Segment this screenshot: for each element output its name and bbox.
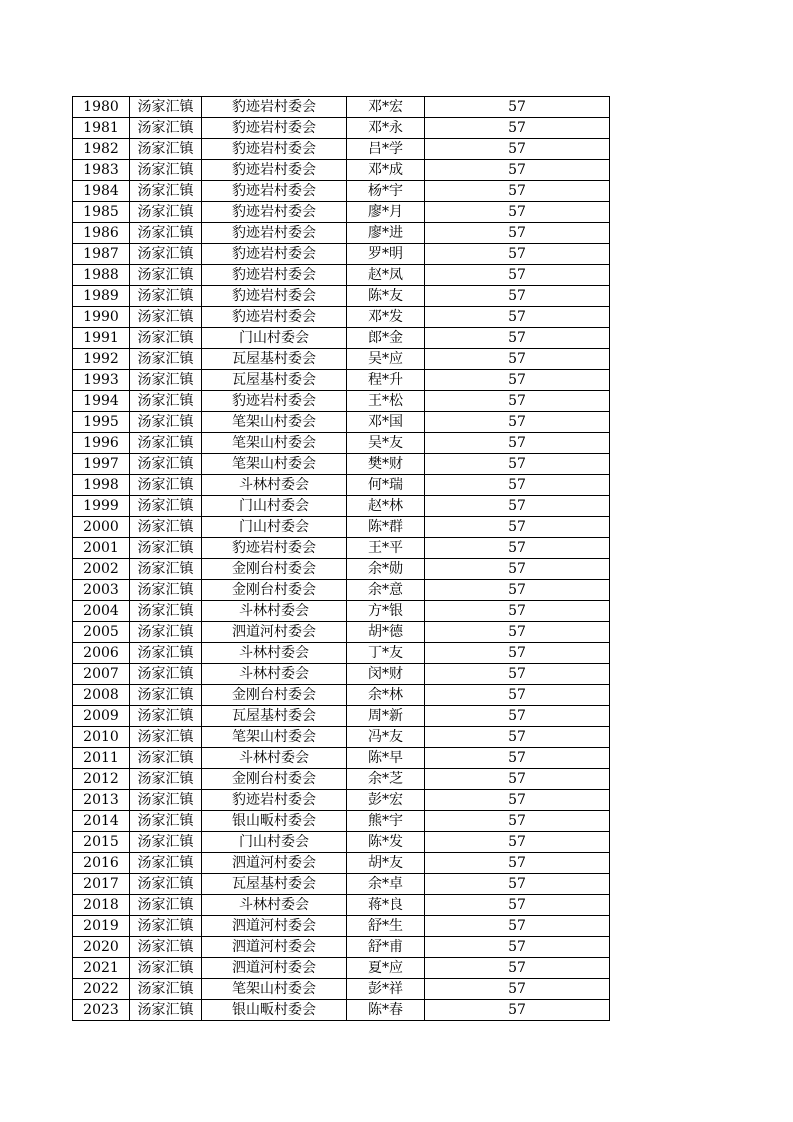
- row-number-cell: 1985: [73, 202, 130, 223]
- row-number-cell: 1983: [73, 160, 130, 181]
- person-name-cell: 杨*宇: [347, 181, 425, 202]
- row-number-cell: 2007: [73, 664, 130, 685]
- person-name-cell: 余*意: [347, 580, 425, 601]
- row-number-cell: 1997: [73, 454, 130, 475]
- row-number-cell: 1995: [73, 412, 130, 433]
- town-cell: 汤家汇镇: [130, 958, 202, 979]
- row-number-cell: 1981: [73, 118, 130, 139]
- person-name-cell: 吴*友: [347, 433, 425, 454]
- row-number-cell: 2006: [73, 643, 130, 664]
- table-row: [73, 412, 610, 433]
- town-cell: 汤家汇镇: [130, 475, 202, 496]
- village-committee-cell: 豹迹岩村委会: [202, 160, 347, 181]
- table-row: [73, 202, 610, 223]
- person-name-cell: 邓*成: [347, 160, 425, 181]
- village-committee-cell: 斗林村委会: [202, 664, 347, 685]
- village-committee-cell: 斗林村委会: [202, 475, 347, 496]
- person-name-cell: 陈*群: [347, 517, 425, 538]
- row-number-cell: 1998: [73, 475, 130, 496]
- table-row: [73, 118, 610, 139]
- town-cell: 汤家汇镇: [130, 895, 202, 916]
- table-row: [73, 328, 610, 349]
- village-committee-cell: 门山村委会: [202, 517, 347, 538]
- town-cell: 汤家汇镇: [130, 979, 202, 1000]
- table-row: [73, 853, 610, 874]
- table-row: [73, 370, 610, 391]
- village-committee-cell: 金刚台村委会: [202, 685, 347, 706]
- table-row: [73, 1000, 610, 1021]
- row-number-cell: 1982: [73, 139, 130, 160]
- village-committee-cell: 金刚台村委会: [202, 769, 347, 790]
- table-row: [73, 622, 610, 643]
- village-committee-cell: 豹迹岩村委会: [202, 118, 347, 139]
- town-cell: 汤家汇镇: [130, 727, 202, 748]
- person-name-cell: 陈*发: [347, 832, 425, 853]
- table-row: [73, 433, 610, 454]
- town-cell: 汤家汇镇: [130, 601, 202, 622]
- person-name-cell: 樊*财: [347, 454, 425, 475]
- village-committee-cell: 泗道河村委会: [202, 916, 347, 937]
- amount-cell: 57: [425, 538, 610, 559]
- town-cell: 汤家汇镇: [130, 832, 202, 853]
- table-row: [73, 748, 610, 769]
- town-cell: 汤家汇镇: [130, 370, 202, 391]
- village-committee-cell: 瓦屋基村委会: [202, 874, 347, 895]
- town-cell: 汤家汇镇: [130, 496, 202, 517]
- amount-cell: 57: [425, 118, 610, 139]
- row-number-cell: 1989: [73, 286, 130, 307]
- town-cell: 汤家汇镇: [130, 937, 202, 958]
- amount-cell: 57: [425, 307, 610, 328]
- amount-cell: 57: [425, 832, 610, 853]
- table-row: [73, 874, 610, 895]
- amount-cell: 57: [425, 412, 610, 433]
- town-cell: 汤家汇镇: [130, 139, 202, 160]
- row-number-cell: 2013: [73, 790, 130, 811]
- person-name-cell: 郎*金: [347, 328, 425, 349]
- row-number-cell: 1993: [73, 370, 130, 391]
- table-row: [73, 895, 610, 916]
- town-cell: 汤家汇镇: [130, 412, 202, 433]
- amount-cell: 57: [425, 748, 610, 769]
- village-committee-cell: 泗道河村委会: [202, 853, 347, 874]
- table-row: [73, 664, 610, 685]
- village-committee-cell: 金刚台村委会: [202, 559, 347, 580]
- person-name-cell: 吴*应: [347, 349, 425, 370]
- roster-table: [72, 96, 610, 1021]
- table-row: [73, 181, 610, 202]
- person-name-cell: 熊*宇: [347, 811, 425, 832]
- amount-cell: 57: [425, 265, 610, 286]
- person-name-cell: 王*平: [347, 538, 425, 559]
- row-number-cell: 2014: [73, 811, 130, 832]
- table-row: [73, 706, 610, 727]
- person-name-cell: 王*松: [347, 391, 425, 412]
- town-cell: 汤家汇镇: [130, 685, 202, 706]
- amount-cell: 57: [425, 475, 610, 496]
- row-number-cell: 1994: [73, 391, 130, 412]
- table-row: [73, 979, 610, 1000]
- village-committee-cell: 笔架山村委会: [202, 412, 347, 433]
- village-committee-cell: 豹迹岩村委会: [202, 139, 347, 160]
- row-number-cell: 2022: [73, 979, 130, 1000]
- person-name-cell: 邓*国: [347, 412, 425, 433]
- person-name-cell: 舒*甫: [347, 937, 425, 958]
- amount-cell: 57: [425, 433, 610, 454]
- village-committee-cell: 门山村委会: [202, 328, 347, 349]
- town-cell: 汤家汇镇: [130, 874, 202, 895]
- amount-cell: 57: [425, 349, 610, 370]
- village-committee-cell: 豹迹岩村委会: [202, 391, 347, 412]
- amount-cell: 57: [425, 223, 610, 244]
- person-name-cell: 夏*应: [347, 958, 425, 979]
- village-committee-cell: 泗道河村委会: [202, 622, 347, 643]
- village-committee-cell: 银山畈村委会: [202, 811, 347, 832]
- village-committee-cell: 泗道河村委会: [202, 937, 347, 958]
- town-cell: 汤家汇镇: [130, 769, 202, 790]
- person-name-cell: 罗*明: [347, 244, 425, 265]
- town-cell: 汤家汇镇: [130, 265, 202, 286]
- row-number-cell: 2011: [73, 748, 130, 769]
- row-number-cell: 2003: [73, 580, 130, 601]
- row-number-cell: 2005: [73, 622, 130, 643]
- village-committee-cell: 豹迹岩村委会: [202, 307, 347, 328]
- town-cell: 汤家汇镇: [130, 517, 202, 538]
- amount-cell: 57: [425, 874, 610, 895]
- amount-cell: 57: [425, 181, 610, 202]
- row-number-cell: 2020: [73, 937, 130, 958]
- amount-cell: 57: [425, 160, 610, 181]
- table-row: [73, 349, 610, 370]
- row-number-cell: 1984: [73, 181, 130, 202]
- person-name-cell: 彭*祥: [347, 979, 425, 1000]
- table-row: [73, 139, 610, 160]
- town-cell: 汤家汇镇: [130, 286, 202, 307]
- person-name-cell: 方*银: [347, 601, 425, 622]
- town-cell: 汤家汇镇: [130, 664, 202, 685]
- row-number-cell: 2023: [73, 1000, 130, 1021]
- person-name-cell: 冯*友: [347, 727, 425, 748]
- village-committee-cell: 斗林村委会: [202, 643, 347, 664]
- person-name-cell: 程*升: [347, 370, 425, 391]
- person-name-cell: 舒*生: [347, 916, 425, 937]
- row-number-cell: 2019: [73, 916, 130, 937]
- person-name-cell: 余*林: [347, 685, 425, 706]
- town-cell: 汤家汇镇: [130, 853, 202, 874]
- person-name-cell: 胡*德: [347, 622, 425, 643]
- village-committee-cell: 豹迹岩村委会: [202, 538, 347, 559]
- table-row: [73, 160, 610, 181]
- town-cell: 汤家汇镇: [130, 748, 202, 769]
- person-name-cell: 胡*友: [347, 853, 425, 874]
- amount-cell: 57: [425, 958, 610, 979]
- village-committee-cell: 泗道河村委会: [202, 958, 347, 979]
- amount-cell: 57: [425, 244, 610, 265]
- person-name-cell: 陈*春: [347, 1000, 425, 1021]
- amount-cell: 57: [425, 328, 610, 349]
- person-name-cell: 周*新: [347, 706, 425, 727]
- row-number-cell: 2012: [73, 769, 130, 790]
- amount-cell: 57: [425, 979, 610, 1000]
- village-committee-cell: 豹迹岩村委会: [202, 286, 347, 307]
- village-committee-cell: 豹迹岩村委会: [202, 223, 347, 244]
- town-cell: 汤家汇镇: [130, 790, 202, 811]
- person-name-cell: 闵*财: [347, 664, 425, 685]
- table-row: [73, 538, 610, 559]
- person-name-cell: 邓*永: [347, 118, 425, 139]
- amount-cell: 57: [425, 454, 610, 475]
- table-row: [73, 97, 610, 118]
- amount-cell: 57: [425, 286, 610, 307]
- row-number-cell: 2000: [73, 517, 130, 538]
- person-name-cell: 余*勋: [347, 559, 425, 580]
- table-row: [73, 727, 610, 748]
- amount-cell: 57: [425, 559, 610, 580]
- amount-cell: 57: [425, 727, 610, 748]
- row-number-cell: 1986: [73, 223, 130, 244]
- person-name-cell: 陈*友: [347, 286, 425, 307]
- amount-cell: 57: [425, 811, 610, 832]
- row-number-cell: 2015: [73, 832, 130, 853]
- town-cell: 汤家汇镇: [130, 118, 202, 139]
- village-committee-cell: 笔架山村委会: [202, 979, 347, 1000]
- village-committee-cell: 豹迹岩村委会: [202, 202, 347, 223]
- table-row: [73, 286, 610, 307]
- village-committee-cell: 豹迹岩村委会: [202, 244, 347, 265]
- amount-cell: 57: [425, 1000, 610, 1021]
- table-row: [73, 391, 610, 412]
- table-row: [73, 643, 610, 664]
- amount-cell: 57: [425, 370, 610, 391]
- amount-cell: 57: [425, 202, 610, 223]
- table-row: [73, 559, 610, 580]
- row-number-cell: 2018: [73, 895, 130, 916]
- town-cell: 汤家汇镇: [130, 202, 202, 223]
- table-row: [73, 685, 610, 706]
- town-cell: 汤家汇镇: [130, 391, 202, 412]
- town-cell: 汤家汇镇: [130, 433, 202, 454]
- row-number-cell: 2004: [73, 601, 130, 622]
- table-row: [73, 496, 610, 517]
- row-number-cell: 2010: [73, 727, 130, 748]
- village-committee-cell: 瓦屋基村委会: [202, 370, 347, 391]
- town-cell: 汤家汇镇: [130, 307, 202, 328]
- amount-cell: 57: [425, 139, 610, 160]
- table-row: [73, 223, 610, 244]
- row-number-cell: 2017: [73, 874, 130, 895]
- amount-cell: 57: [425, 706, 610, 727]
- town-cell: 汤家汇镇: [130, 916, 202, 937]
- village-committee-cell: 瓦屋基村委会: [202, 706, 347, 727]
- row-number-cell: 1992: [73, 349, 130, 370]
- row-number-cell: 2001: [73, 538, 130, 559]
- row-number-cell: 2008: [73, 685, 130, 706]
- town-cell: 汤家汇镇: [130, 223, 202, 244]
- table-row: [73, 517, 610, 538]
- person-name-cell: 余*卓: [347, 874, 425, 895]
- table-row: [73, 916, 610, 937]
- town-cell: 汤家汇镇: [130, 1000, 202, 1021]
- row-number-cell: 2021: [73, 958, 130, 979]
- person-name-cell: 赵*林: [347, 496, 425, 517]
- amount-cell: 57: [425, 790, 610, 811]
- village-committee-cell: 斗林村委会: [202, 601, 347, 622]
- table-row: [73, 937, 610, 958]
- village-committee-cell: 豹迹岩村委会: [202, 97, 347, 118]
- amount-cell: 57: [425, 916, 610, 937]
- amount-cell: 57: [425, 517, 610, 538]
- row-number-cell: 1987: [73, 244, 130, 265]
- person-name-cell: 陈*早: [347, 748, 425, 769]
- row-number-cell: 1991: [73, 328, 130, 349]
- roster-table-body: [73, 97, 610, 1021]
- person-name-cell: 彭*宏: [347, 790, 425, 811]
- town-cell: 汤家汇镇: [130, 706, 202, 727]
- village-committee-cell: 瓦屋基村委会: [202, 349, 347, 370]
- table-row: [73, 790, 610, 811]
- amount-cell: 57: [425, 895, 610, 916]
- town-cell: 汤家汇镇: [130, 97, 202, 118]
- town-cell: 汤家汇镇: [130, 328, 202, 349]
- amount-cell: 57: [425, 685, 610, 706]
- table-row: [73, 580, 610, 601]
- village-committee-cell: 门山村委会: [202, 832, 347, 853]
- row-number-cell: 1999: [73, 496, 130, 517]
- town-cell: 汤家汇镇: [130, 643, 202, 664]
- town-cell: 汤家汇镇: [130, 622, 202, 643]
- town-cell: 汤家汇镇: [130, 349, 202, 370]
- village-committee-cell: 门山村委会: [202, 496, 347, 517]
- table-row: [73, 811, 610, 832]
- person-name-cell: 廖*月: [347, 202, 425, 223]
- town-cell: 汤家汇镇: [130, 244, 202, 265]
- person-name-cell: 蒋*良: [347, 895, 425, 916]
- amount-cell: 57: [425, 496, 610, 517]
- village-committee-cell: 笔架山村委会: [202, 454, 347, 475]
- table-row: [73, 601, 610, 622]
- village-committee-cell: 笔架山村委会: [202, 433, 347, 454]
- table-row: [73, 832, 610, 853]
- amount-cell: 57: [425, 853, 610, 874]
- table-row: [73, 244, 610, 265]
- village-committee-cell: 豹迹岩村委会: [202, 265, 347, 286]
- person-name-cell: 邓*发: [347, 307, 425, 328]
- amount-cell: 57: [425, 601, 610, 622]
- row-number-cell: 1996: [73, 433, 130, 454]
- town-cell: 汤家汇镇: [130, 538, 202, 559]
- village-committee-cell: 豹迹岩村委会: [202, 790, 347, 811]
- table-row: [73, 454, 610, 475]
- person-name-cell: 赵*凤: [347, 265, 425, 286]
- amount-cell: 57: [425, 622, 610, 643]
- town-cell: 汤家汇镇: [130, 160, 202, 181]
- table-row: [73, 475, 610, 496]
- village-committee-cell: 笔架山村委会: [202, 727, 347, 748]
- amount-cell: 57: [425, 97, 610, 118]
- person-name-cell: 何*瑞: [347, 475, 425, 496]
- person-name-cell: 丁*友: [347, 643, 425, 664]
- town-cell: 汤家汇镇: [130, 181, 202, 202]
- town-cell: 汤家汇镇: [130, 811, 202, 832]
- town-cell: 汤家汇镇: [130, 454, 202, 475]
- table-row: [73, 769, 610, 790]
- row-number-cell: 2002: [73, 559, 130, 580]
- town-cell: 汤家汇镇: [130, 559, 202, 580]
- person-name-cell: 邓*宏: [347, 97, 425, 118]
- amount-cell: 57: [425, 664, 610, 685]
- amount-cell: 57: [425, 643, 610, 664]
- person-name-cell: 吕*学: [347, 139, 425, 160]
- row-number-cell: 1988: [73, 265, 130, 286]
- person-name-cell: 余*芝: [347, 769, 425, 790]
- row-number-cell: 2016: [73, 853, 130, 874]
- row-number-cell: 1990: [73, 307, 130, 328]
- person-name-cell: 廖*进: [347, 223, 425, 244]
- village-committee-cell: 豹迹岩村委会: [202, 181, 347, 202]
- row-number-cell: 1980: [73, 97, 130, 118]
- amount-cell: 57: [425, 937, 610, 958]
- village-committee-cell: 斗林村委会: [202, 895, 347, 916]
- village-committee-cell: 金刚台村委会: [202, 580, 347, 601]
- village-committee-cell: 斗林村委会: [202, 748, 347, 769]
- amount-cell: 57: [425, 580, 610, 601]
- town-cell: 汤家汇镇: [130, 580, 202, 601]
- table-row: [73, 265, 610, 286]
- amount-cell: 57: [425, 391, 610, 412]
- village-committee-cell: 银山畈村委会: [202, 1000, 347, 1021]
- row-number-cell: 2009: [73, 706, 130, 727]
- table-row: [73, 958, 610, 979]
- table-row: [73, 307, 610, 328]
- amount-cell: 57: [425, 769, 610, 790]
